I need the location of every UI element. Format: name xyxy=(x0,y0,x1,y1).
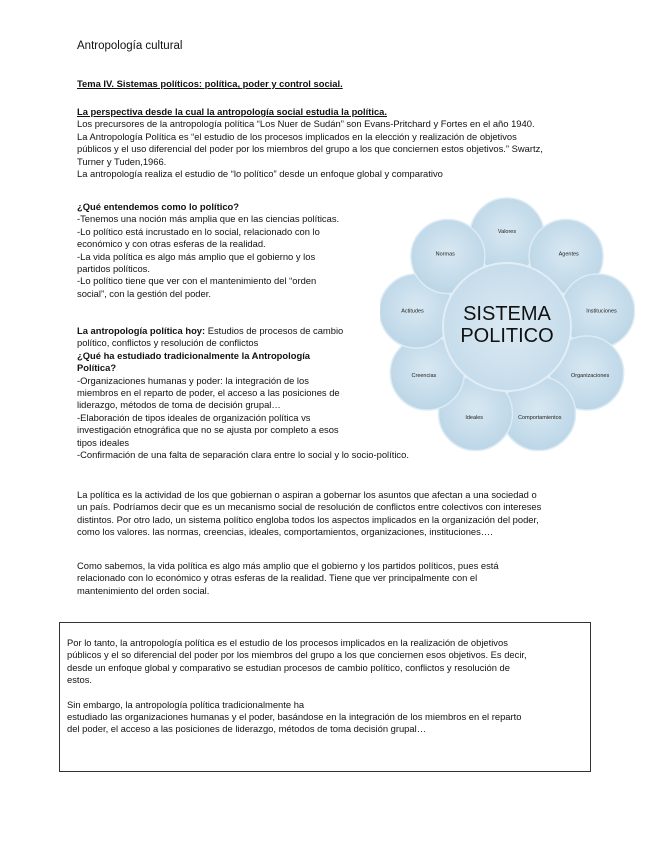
what-political-line: -La vida política es algo más amplio que el gobierno y los xyxy=(77,250,316,262)
what-political-line: -Tenemos una noción más amplia que en las ciencias políticas. xyxy=(77,213,340,225)
paragraph-line: Como sabemos, la vida política es algo más amplio que el gobierno y los partidos políticos, pues está xyxy=(77,560,499,571)
paragraph-line: como los valores. las normas, creencias, ideales, comportamientos, organizaciones, instituciones…. xyxy=(77,526,493,538)
center-title-line2: POLITICO xyxy=(460,325,554,347)
summary-line: desde un enfoque global y comparativo se estudian procesos de cambio político, conflictos y resolución de xyxy=(67,661,510,673)
perspective-section xyxy=(77,106,577,180)
perspective-line: Turner y Tuden,1966. xyxy=(77,155,167,167)
perspective-line: La Antropología Política es “el estudio de los procesos implicados en la elección y realización de objetivos xyxy=(77,130,517,142)
what-political-line: -Lo político tiene que ver con el mantenimiento del “orden xyxy=(77,275,317,287)
today-line: político, conflictos y resolución de conflictos xyxy=(77,337,259,349)
paragraph-line: relacionado con lo económico y otras esferas de la realidad. Tiene que ver principalmente con el xyxy=(77,572,478,584)
studied-heading-cont: Política? xyxy=(77,362,117,374)
perspective-heading: La perspectiva desde la cual la antropología social estudia la política. xyxy=(77,106,387,117)
what-political-line: -Lo político está incrustado en lo social, relacionado con lo xyxy=(77,225,320,237)
course-header: Antropología cultural xyxy=(77,40,183,52)
topic-title: Tema IV. Sistemas políticos: política, poder y control social. xyxy=(77,78,343,89)
diagram-node-label: Valores xyxy=(497,229,517,235)
diagram-node-label: Ideales xyxy=(465,415,484,422)
what-political-line: partidos políticos. xyxy=(77,263,150,275)
studied-line: tipos ideales xyxy=(77,436,130,448)
studied-line: miembros en el reparto de poder, el acceso a las posiciones de xyxy=(77,387,340,399)
diagram-node-label: Instituciones xyxy=(586,308,617,315)
summary-line: Sin embargo, la antropología política tradicionalmente ha xyxy=(67,698,305,710)
perspective-line: Los precursores de la antropología política “Los Nuer de Sudán” son Evans-Pritchard y Fortes en el año 1940. xyxy=(77,118,535,130)
studied-last-line: -Confirmación de una falta de separación clara entre lo social y lo socio-político. xyxy=(77,449,409,461)
what-political-heading: ¿Qué entendemos como lo político? xyxy=(77,201,239,212)
perspective-line: públicos y el uso diferencial del poder por los miembros del grupo a los que conciernen estos objetivos.” Swartz, xyxy=(77,143,543,155)
studied-heading: ¿Qué ha estudiado tradicionalmente la Antropología xyxy=(77,349,311,361)
paragraph-line: La política es la actividad de los que gobiernan o aspiran a gobernar los asuntos que afectan a una sociedad o xyxy=(77,489,537,500)
today-text: Estudios de procesos de cambio xyxy=(205,325,344,336)
paragraph-line: un país. Podríamos decir que es un mecanismo social de resolución de conflictos entre colectivos con intereses xyxy=(77,501,542,513)
paragraph-2 xyxy=(77,560,578,597)
diagram-node-label: Comportamientos xyxy=(518,415,562,422)
diagram-node-label: Organizaciones xyxy=(570,373,610,379)
summary-text xyxy=(67,637,577,736)
today-label: La antropología política hoy: xyxy=(77,325,206,336)
studied-line: -Elaboración de tipos ideales de organización política vs xyxy=(77,411,311,423)
paragraph-line: mantenimiento del orden social. xyxy=(77,584,210,596)
paragraph-line: distintos. Por otro lado, un sistema político engloba todos los aspectos implicados en la organización del poder, xyxy=(77,513,539,525)
summary-line: Por lo tanto, la antropología política es el estudio de los procesos implicados en la realización de objetivos xyxy=(67,637,508,648)
what-political-section xyxy=(77,201,362,300)
summary-line: estos. xyxy=(67,674,93,686)
what-political-line: social”, con la gestión del poder. xyxy=(77,287,211,299)
studied-line: liderazgo, métodos de toma de decisión grupal… xyxy=(77,399,281,411)
studied-line: -Organizaciones humanas y poder: la integración de los xyxy=(77,374,309,386)
perspective-line: La antropología realiza el estudio de “lo político” desde un enfoque global y comparativo xyxy=(77,168,443,180)
studied-line: investigación etnográfica que no se ajusta por completo a esos xyxy=(77,424,339,436)
paragraph-1 xyxy=(77,489,578,539)
diagram-node-label: Actitudes xyxy=(401,308,424,315)
diagram-node-label: Agentes xyxy=(558,251,579,258)
summary-line: públicos y el so diferencial del poder por los miembros del grupo a los que conciernen esos objetivos. Es decir, xyxy=(67,649,527,661)
diagram-node-label: Creencias xyxy=(411,373,437,379)
what-political-line: económico y con otras esferas de la realidad. xyxy=(77,238,266,250)
today-section xyxy=(77,325,409,461)
summary-line: del poder, el acceso a las posiciones de liderazgo, métodos de toma decisión grupal… xyxy=(67,723,427,735)
summary-line: estudiado las organizaciones humanas y el poder, basándose en la integración de los miembros en el reparto xyxy=(67,711,522,723)
diagram-node-label: Normas xyxy=(435,251,455,258)
center-title-line1: SISTEMA xyxy=(463,303,551,325)
political-system-diagram xyxy=(380,196,635,458)
